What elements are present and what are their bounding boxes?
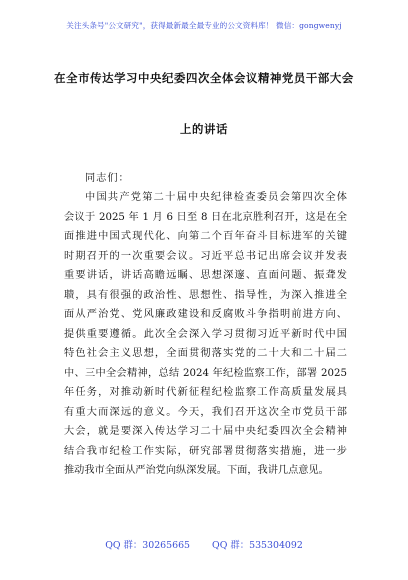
body-line: 有重大而深远的意义。今天，我们召开这次全市党员干部 <box>64 406 347 418</box>
body-line: 面从严治党、党风廉政建设和反腐败斗争指明前进方向、 <box>64 309 347 320</box>
body-line: 年任务，对推动新时代新征程纪检监察工作高质量发展具 <box>64 387 347 398</box>
speech-body <box>64 188 347 481</box>
body-line: 推动我市全面从严治党向纵深发展。下面，我讲几点意见。 <box>64 465 329 476</box>
document-title-line-2: 上的讲话 <box>180 122 228 136</box>
body-line: 聩，具有很强的政治性、思想性、指导性，为深入推进全 <box>64 289 347 301</box>
body-line: 提供重要遵循。此次全会深入学习贯彻习近平新时代中国 <box>64 328 347 340</box>
document-title-line-1: 在全市传达学习中央纪委四次全体会议精神党员干部大会 <box>54 71 354 85</box>
body-line: 特色社会主义思想，全面贯彻落实党的二十大和二十届二 <box>64 348 347 359</box>
salutation: 同志们： <box>85 173 130 184</box>
header-promo-note: 关注头条号"公文研究"，获得最新最全最专业的公文资料库！ 微信：gongwenyj <box>66 21 342 30</box>
body-line: 面推进中国式现代化、向第二个百年奋斗目标进军的关键 <box>64 231 347 242</box>
body-line: 中、三中全会精神，总结 2024 年纪检监察工作，部署 2025 <box>64 367 347 379</box>
body-line: 大会，就是要深入传达学习二十届中央纪委四次全会精神 <box>64 426 347 437</box>
footer-qq-group-2: QQ 群：535304092 <box>212 540 303 551</box>
body-line: 中国共产党第二十届中央纪律检查委员会第四次全体 <box>85 192 347 203</box>
body-line: 结合我市纪检工作实际，研究部署贯彻落实措施，进一步 <box>64 445 347 457</box>
body-line: 重要讲话，讲话高瞻远瞩、思想深邃、直面问题、振聋发 <box>64 270 347 281</box>
footer-qq-group-1: QQ 群：30265665 <box>105 540 191 551</box>
body-line: 时期召开的一次重要会议。习近平总书记出席会议并发表 <box>64 250 347 262</box>
body-line: 会议于 2025 年 1 月 6 日至 8 日在北京胜利召开，这是在全 <box>64 211 347 223</box>
footer-contact <box>0 537 408 551</box>
